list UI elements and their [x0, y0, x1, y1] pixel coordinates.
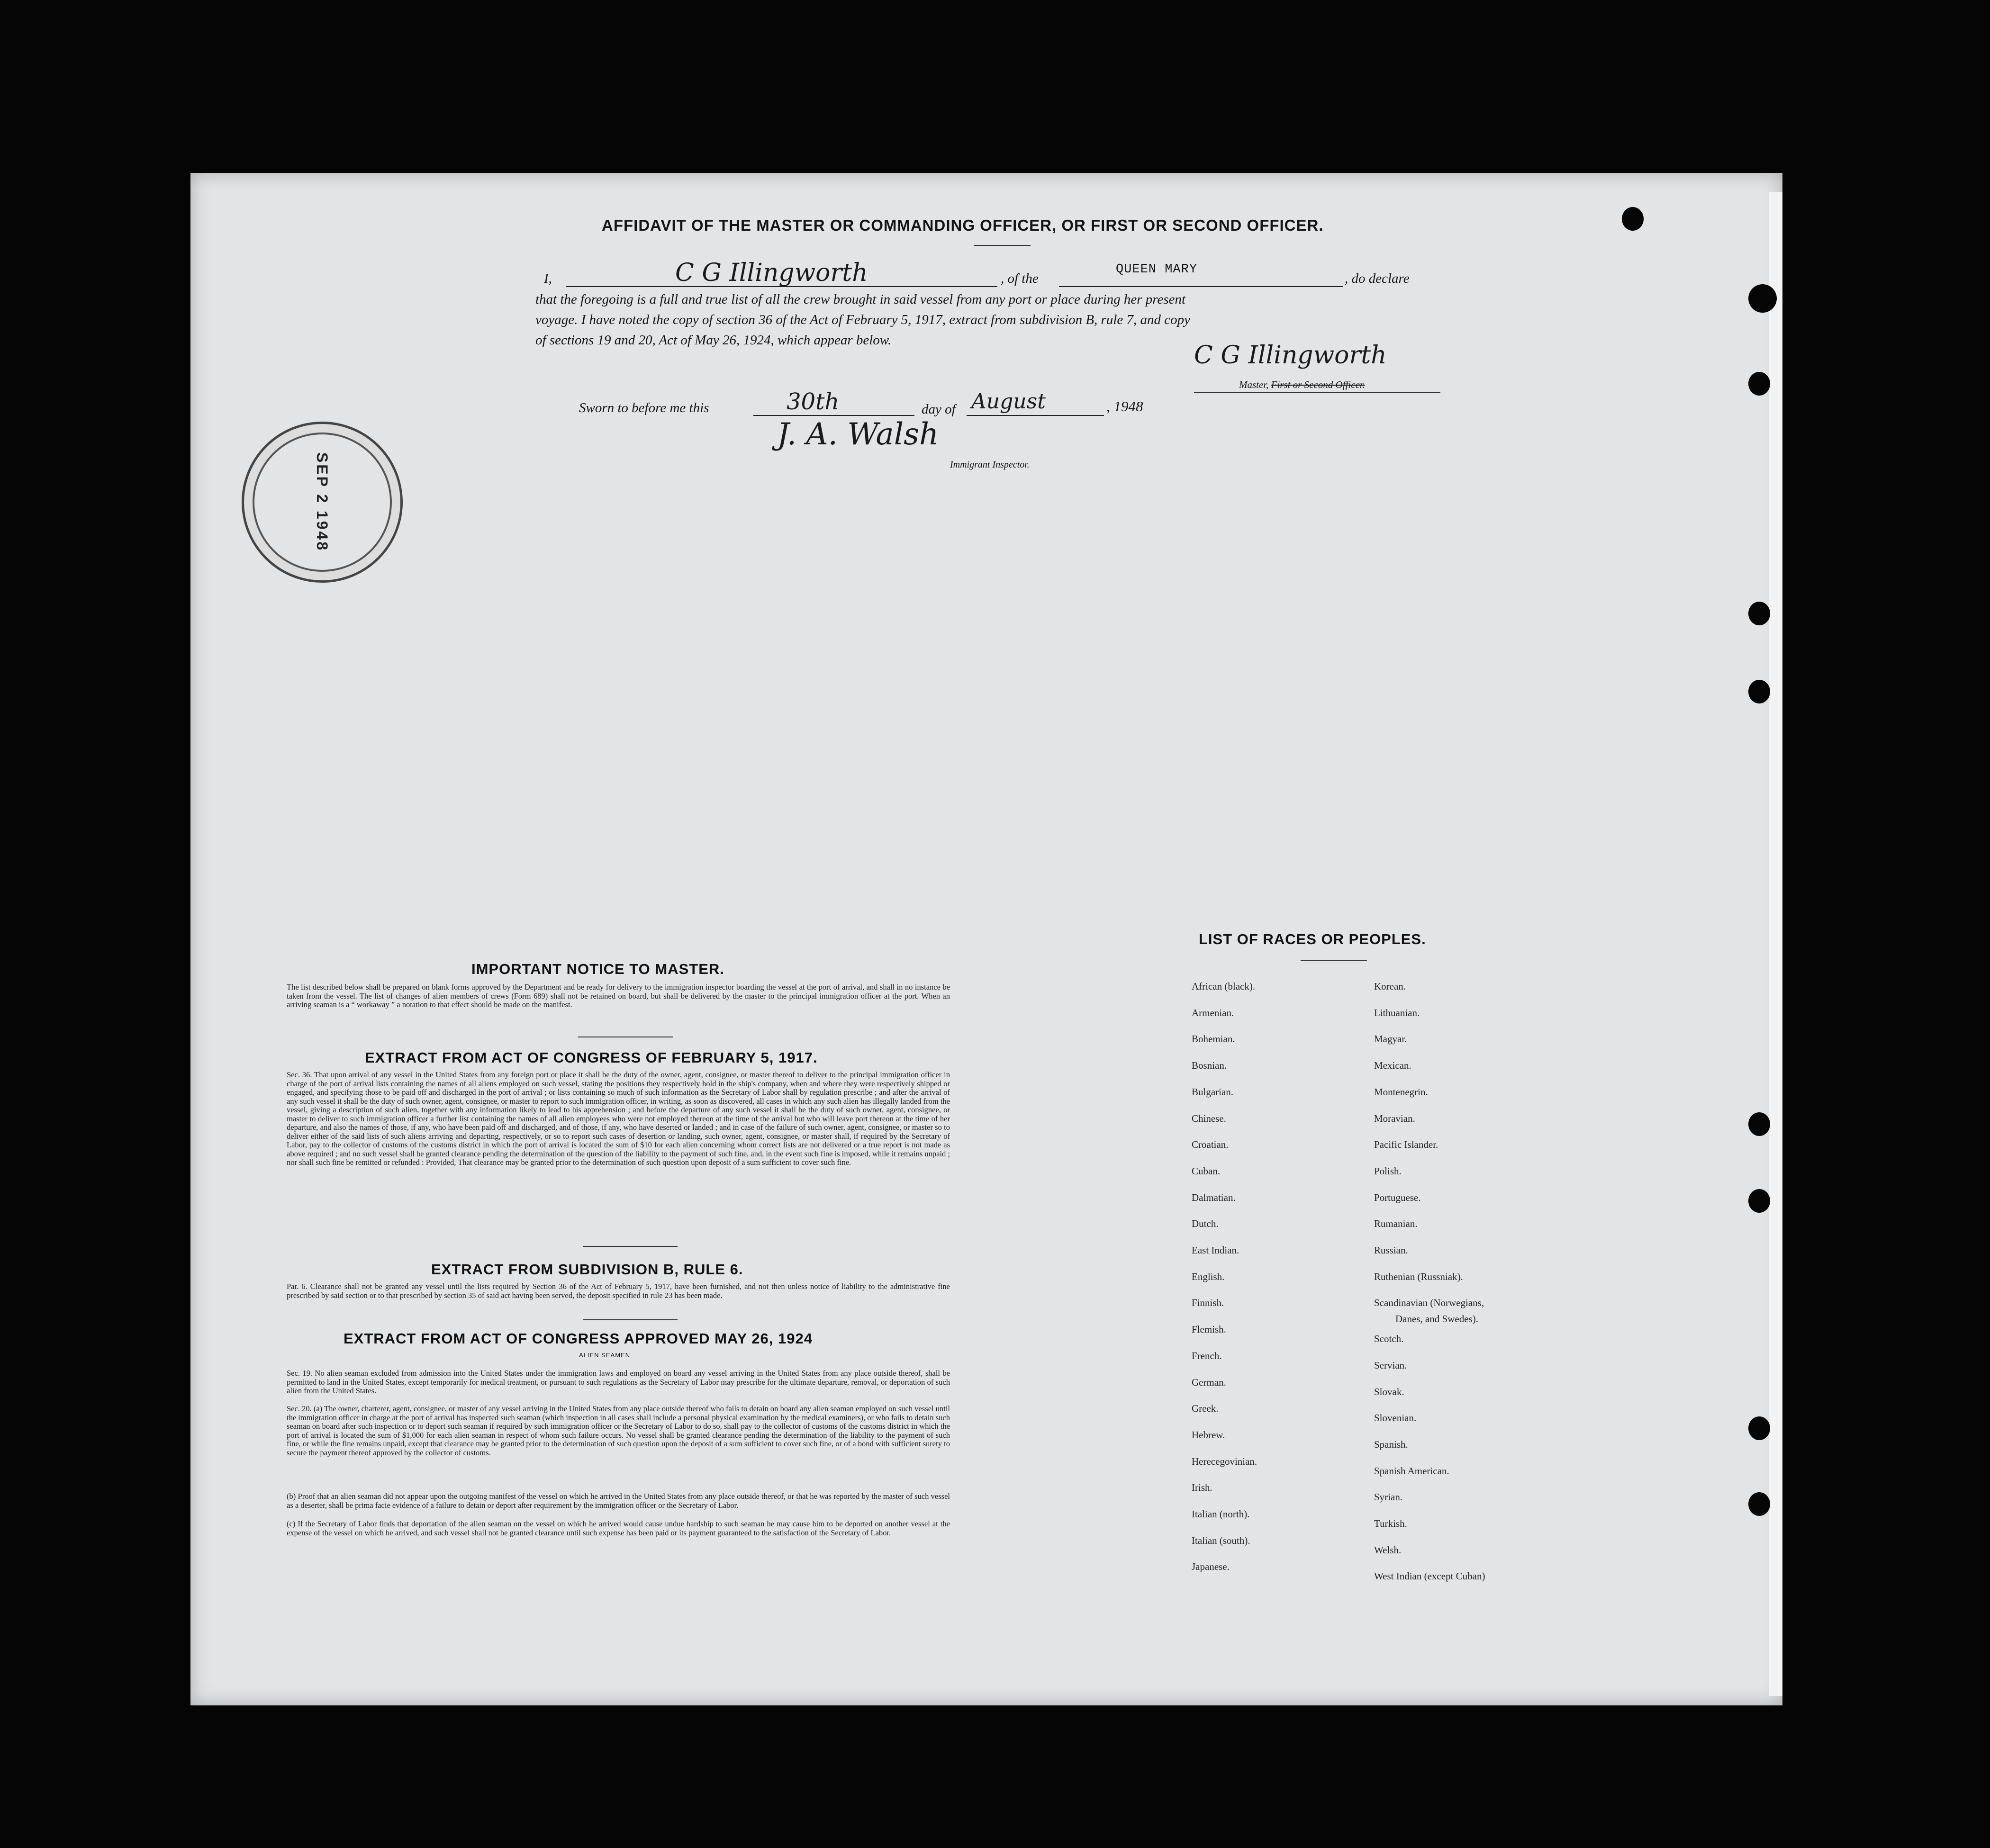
race-item: Croatian.: [1192, 1139, 1229, 1150]
race-item: Montenegrin.: [1374, 1086, 1428, 1098]
race-item: German.: [1192, 1377, 1226, 1388]
struck-officer-label: First or Second Officer.: [1271, 379, 1365, 390]
race-item: Syrian.: [1374, 1491, 1403, 1503]
extract-1917-title: EXTRACT FROM ACT OF CONGRESS OF FEBRUARY 5, 1917.: [365, 1049, 818, 1066]
sec-20b-text: (b) Proof that an alien seaman did not appear upon the outgoing manifest of the vessel on which he arrived in the United States from any place outside thereof, or that he was reported by the master of such vessel as a deserter, shall be prima facie evidence of a failure to detain or deport after requirement by the immigration officer or the Secretary of Labor.: [287, 1492, 950, 1510]
declare-label: , do declare: [1345, 271, 1410, 286]
race-item: Scotch.: [1374, 1333, 1404, 1344]
race-item: Ruthenian (Russniak).: [1374, 1271, 1463, 1282]
race-item: French.: [1192, 1350, 1222, 1361]
punch-hole: [1748, 1492, 1770, 1516]
master-name: C G Illingworth: [675, 259, 868, 287]
sworn-day: 30th: [787, 388, 840, 415]
month-field: [967, 389, 1104, 416]
race-item: Dalmatian.: [1192, 1192, 1236, 1203]
subdivision-b-title: EXTRACT FROM SUBDIVISION B, RULE 6.: [431, 1261, 743, 1278]
affidavit-line-2: that the foregoing is a full and true list of all the crew brought in said vessel from any port or place during her present: [535, 292, 1186, 307]
race-item: Dutch.: [1192, 1218, 1219, 1229]
race-item: Scandinavian (Norwegians,: [1374, 1297, 1484, 1308]
master-name-field: [566, 259, 997, 287]
vessel-field: [1059, 262, 1343, 287]
race-item: Bulgarian.: [1192, 1086, 1234, 1098]
divider: [1301, 960, 1367, 961]
race-item: Italian (south).: [1192, 1535, 1250, 1546]
race-item: Cuban.: [1192, 1165, 1221, 1177]
affidavit-line-4: of sections 19 and 20, Act of May 26, 1924, which appear below.: [535, 333, 892, 348]
sec-20a-text: Sec. 20. (a) The owner, charterer, agent, consignee, or master of any vessel arriving in the United States from any place outside thereof who fails to detain on board any alien seaman employed on such vessel until the immigration officer in charge at the port of arrival has inspected such seaman (which inspection in all cases shall include a personal physical examination by the medical examiners), or who fails to detain such seaman on board after such inspection or to deport such seaman if required by such immigration officer or the Secretary of Labor to do so, shall pay to the collector of customs of the customs district in which the port of arrival is located the sum of $1,000 for each alien seaman in respect of whom such failure occurs. No vessel shall be granted clearance pending the determination of the liability to the payment of such fine, or while the fine remains unpaid, except that clearance may be granted prior to the determination of such question upon the deposit of a sum sufficient to cover such fine, or of a bond with sufficient surety to secure the payment thereof approved by the collector of customs.: [287, 1404, 950, 1457]
race-item: Hebrew.: [1192, 1429, 1225, 1441]
master-label: Master,: [1239, 379, 1269, 390]
race-item: Flemish.: [1192, 1324, 1226, 1335]
race-item: Mexican.: [1374, 1060, 1411, 1071]
sworn-month: August: [971, 389, 1046, 414]
race-item: English.: [1192, 1271, 1225, 1282]
race-item: Armenian.: [1192, 1007, 1234, 1019]
sworn-year: , 1948: [1106, 398, 1143, 415]
race-item: Korean.: [1374, 981, 1406, 992]
subdivision-b-text: Par. 6. Clearance shall not be granted any vessel until the lists required by Section 36 of the Act of February 5, 1917, have been furnished, and not then unless notice of liability to the administrative fine prescribed by said section or to that prescribed by section 35 of said act having been served, the deposit specified in rule 23 has been made.: [287, 1282, 950, 1300]
punch-hole: [1748, 1189, 1770, 1213]
race-item: Portuguese.: [1374, 1192, 1421, 1203]
punch-hole: [1748, 602, 1770, 625]
race-item: West Indian (except Cuban): [1374, 1570, 1485, 1582]
race-item: Servian.: [1374, 1360, 1407, 1371]
race-item: Chinese.: [1192, 1113, 1226, 1124]
sec-20c-text: (c) If the Secretary of Labor finds that deportation of the alien seaman on the vessel on which he arrived would cause undue hardship to such seaman he may cause him to be deported on another vessel at the expense of the vessel on which he arrived, and such vessel shall not be granted clearance until such expense has been paid or its payment guaranteed to the satisfaction of the Secretary of Labor.: [287, 1519, 950, 1537]
race-item: Polish.: [1374, 1165, 1402, 1177]
of-the-label: , of the: [1001, 271, 1039, 286]
punch-hole: [1748, 1416, 1770, 1440]
notice-title: IMPORTANT NOTICE TO MASTER.: [471, 961, 724, 977]
page-edge: [1769, 192, 1782, 1696]
stamp-date: SEP 2 1948: [314, 452, 331, 552]
divider: [583, 1319, 678, 1320]
day-field: [753, 388, 914, 416]
extract-1924-title: EXTRACT FROM ACT OF CONGRESS APPROVED MAY 26, 1924: [344, 1330, 813, 1347]
race-item: Spanish.: [1374, 1439, 1408, 1450]
race-item: Finnish.: [1192, 1297, 1224, 1308]
day-of-label: day of: [922, 402, 956, 417]
affidavit-line-3: voyage. I have noted the copy of section 36 of the Act of February 5, 1917, extract from subdivision B, rule 7, and copy: [535, 312, 1191, 327]
race-item: Slovak.: [1374, 1386, 1404, 1397]
race-item: Welsh.: [1374, 1544, 1402, 1556]
divider: [974, 245, 1031, 246]
immigration-stamp: [242, 422, 403, 583]
sec-19-text: Sec. 19. No alien seaman excluded from admission into the United States under the immigration laws and employed on board any vessel arriving in the United States from any place outside thereof, shall be permitted to land in the United States, except temporarily for medical treatment, or pursuant to such regulations as the Secretary of Labor may prescribe for the ultimate departure, removal, or deportation of such alien from the United States.: [287, 1369, 950, 1395]
race-item: Greek.: [1192, 1403, 1219, 1414]
master-role: [1239, 379, 1365, 391]
extract-1924-subtitle: ALIEN SEAMEN: [579, 1352, 631, 1359]
i-label: I,: [544, 271, 552, 286]
race-item: Russian.: [1374, 1244, 1408, 1256]
punch-hole: [1748, 1112, 1770, 1136]
punch-hole: [1748, 680, 1770, 703]
race-item: Bosnian.: [1192, 1060, 1227, 1071]
vessel-name: QUEEN MARY: [1116, 262, 1198, 277]
divider: [583, 1246, 678, 1247]
race-item-continued: Danes, and Swedes).: [1395, 1313, 1478, 1325]
race-item: Italian (north).: [1192, 1508, 1250, 1520]
race-item: Rumanian.: [1374, 1218, 1418, 1229]
race-item: Herecegovinian.: [1192, 1456, 1257, 1467]
race-item: Turkish.: [1374, 1518, 1407, 1529]
race-item: Slovenian.: [1374, 1412, 1417, 1424]
inspector-label: Immigrant Inspector.: [950, 460, 1030, 470]
race-item: Irish.: [1192, 1482, 1212, 1493]
race-item: Magyar.: [1374, 1033, 1407, 1045]
race-item: Bohemian.: [1192, 1033, 1235, 1045]
race-item: East Indian.: [1192, 1244, 1239, 1256]
race-item: Japanese.: [1192, 1561, 1230, 1572]
signature-line: [1194, 392, 1440, 393]
race-item: Pacific Islander.: [1374, 1139, 1438, 1150]
notice-text: The list described below shall be prepared on blank forms approved by the Department and be ready for delivery to the immigration inspector boarding the vessel at the port of arrival, and shall in no instance be taken from the vessel. The list of changes of alien members of crews (Form 689) shall not be retained on board, but shall be delivered by the master to the principal immigration officer at the port. When an arriving seaman is a “ workaway ” a notation to that effect should be made on the manifest.: [287, 983, 950, 1009]
master-signature: C G Illingworth: [1194, 341, 1387, 370]
race-item: Moravian.: [1374, 1113, 1415, 1124]
race-item: Lithuanian.: [1374, 1007, 1420, 1019]
races-title: LIST OF RACES OR PEOPLES.: [1199, 931, 1426, 947]
punch-hole: [1622, 207, 1644, 231]
inspector-signature: J. A. Walsh: [777, 417, 939, 452]
punch-hole: [1748, 284, 1777, 313]
extract-1917-text: Sec. 36. That upon arrival of any vessel in the United States from any foreign port or place it shall be the duty of the owner, agent, consignee, or master thereof to deliver to the principal immigration officer in charge of the port of arrival lists containing the names of all aliens employed on such vessel, stating the positions they respectively hold in the ship's company, when and where they were respectively shipped or engaged, and specifying those to be paid off and discharged in the port of arrival ; or lists containing so much of such information as the Secretary of Labor shall by regulation prescribe ; and after the arrival of any such vessel it shall be the duty of such owner, agent, consignee, or master to report to such immigration officer, in writing, as soon as discovered, all cases in which any such alien has illegally landed from the vessel, giving a description of such alien, together with any information likely to lead to his apprehension ; and before the departure of any such vessel it shall be the duty of such owner, agent, consignee, or master to deliver to such immigration officer a further list containing the names of all alien employees who were not employed thereon at the time of the arrival but who will leave port thereon at the time of her departure, and also the names of those, if any, who have been paid off and discharged, and of those, if any, who have deserted or landed ; and in case of the failure of such owner, agent, consignee, or master so to deliver either of the said lists of such aliens arriving and departing, respectively, or so to report such cases of desertion or landing, such owner, agent, consignee, or master shall, if required by the Secretary of Labor, pay to the collector of customs of the customs district in which the port of arrival is located the sum of $10 for each alien concerning whom correct lists are not delivered or a true report is not made as above required ; and no such vessel shall be granted clearance pending the determination of the question of the liability to the payment of such fine, and, in the event such fine is imposed, while it remains unpaid ; nor shall such fine be remitted or refunded : Provided, That clearance may be granted prior to the determination of such question upon deposit of a sum sufficient to cover such fine.: [287, 1070, 950, 1167]
punch-hole: [1748, 372, 1770, 396]
affidavit-title: AFFIDAVIT OF THE MASTER OR COMMANDING OFFICER, OR FIRST OR SECOND OFFICER.: [602, 216, 1324, 234]
sworn-label: Sworn to before me this: [579, 400, 709, 415]
race-item: Spanish American.: [1374, 1465, 1449, 1477]
race-item: African (black).: [1192, 981, 1256, 992]
